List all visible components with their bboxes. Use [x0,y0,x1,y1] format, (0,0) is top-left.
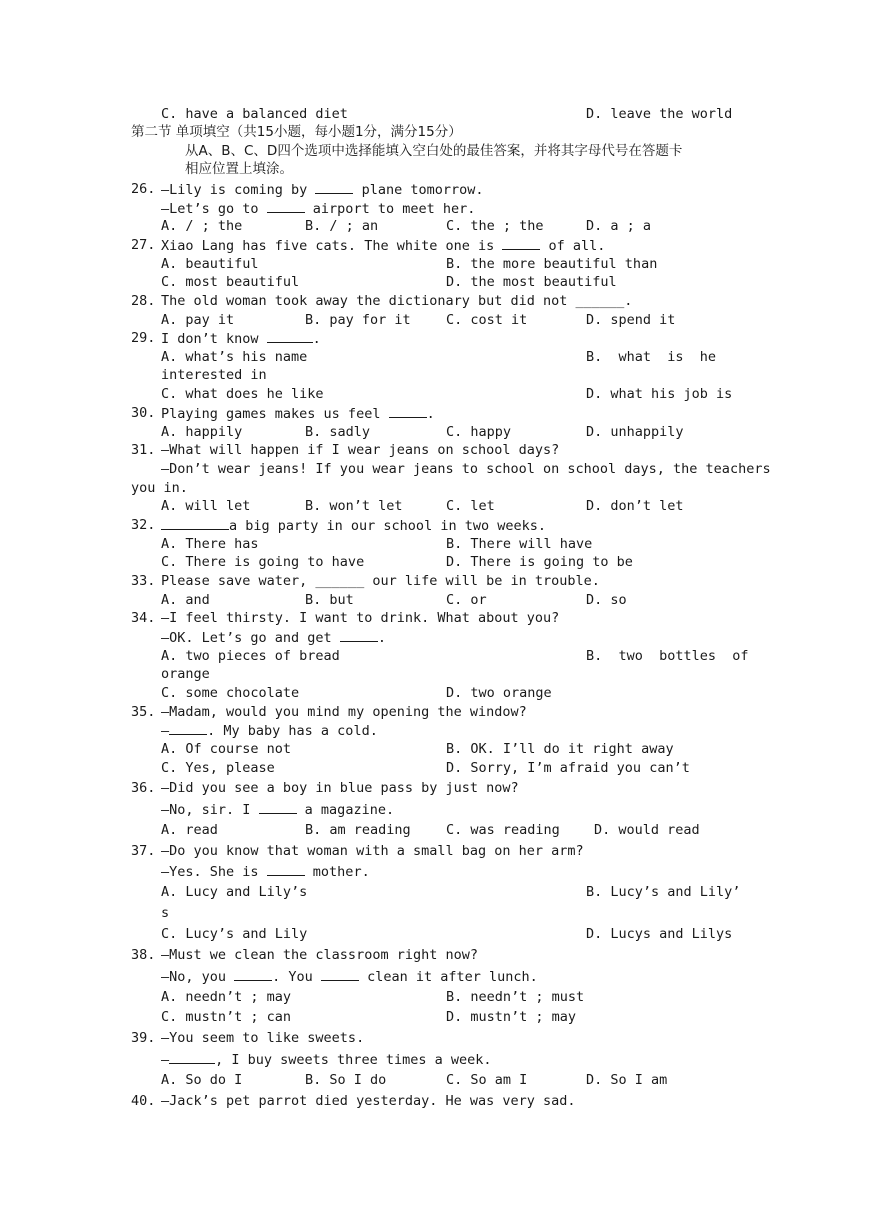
answer-blank [169,1051,215,1064]
question-stem: —Lily is coming by plane tomorrow. [161,182,484,198]
answer-blank [234,968,272,981]
option-d: D. don’t let [586,498,684,514]
question-stem: —You seem to like sweets. [161,1030,365,1046]
question-number: 30. [131,405,156,421]
option-d: D. mustn’t ; may [446,1009,577,1025]
option-a: A. will let [161,498,251,514]
answer-blank [161,517,229,530]
option-c: C. Lucy’s and Lily [161,926,308,942]
option-a: A. Lucy and Lily’s [161,884,308,900]
option-b: B. needn’t ; must [446,989,585,1005]
question-stem: — . My baby has a cold. [161,723,378,739]
question-number: 33. [131,573,156,589]
option-a: A. read [161,822,218,838]
answer-blank [169,722,207,735]
option-c: C. cost it [446,312,528,328]
question-stem: Playing games makes us feel . [161,406,435,422]
option-b: B. There will have [446,536,593,552]
question-stem: —I feel thirsty. I want to drink. What about you? [161,610,560,626]
option-b-cont: orange [161,666,210,682]
question-stem: Xiao Lang has five cats. The white one is of all. [161,238,606,254]
option-d: D. Lucys and Lilys [586,926,733,942]
section-instruction: 从A、B、C、D四个选项中选择能填入空白处的最佳答案，并将其字母代号在答题卡 [185,143,683,159]
option-a: A. There has [161,536,259,552]
question-number: 27. [131,237,156,253]
question-stem: —OK. Let’s go and get . [161,630,386,646]
option-c: C. some chocolate [161,685,300,701]
option-d: D. two orange [446,685,552,701]
option-d-prev: D. leave the world [586,106,733,122]
question-stem: I don’t know . [161,331,321,347]
question-stem: —Jack’s pet parrot died yesterday. He was very sad. [161,1093,576,1109]
option-b-cont: interested in [161,367,267,383]
option-a: A. what’s his name [161,349,308,365]
option-b: B. but [305,592,354,608]
option-b: B. two bottles of [586,648,749,664]
option-d: D. There is going to be [446,554,633,570]
option-c-prev: C. have a balanced diet [161,106,348,122]
option-a: A. needn’t ; may [161,989,292,1005]
option-d: D. a ; a [586,218,652,234]
question-stem: —No, sir. I a magazine. [161,802,395,818]
option-d: D. what his job is [586,386,733,402]
answer-blank [321,968,359,981]
answer-blank [259,801,297,814]
option-d: D. Sorry, I’m afraid you can’t [446,760,690,776]
question-number: 36. [131,780,156,796]
question-stem: —Let’s go to airport to meet her. [161,201,476,217]
question-number: 38. [131,947,156,963]
option-b: B. OK. I’ll do it right away [446,741,674,757]
question-stem: —Yes. She is mother. [161,864,370,880]
question-stem: —Must we clean the classroom right now? [161,947,478,963]
option-c: C. There is going to have [161,554,365,570]
option-b: B. am reading [305,822,411,838]
answer-blank [502,237,540,250]
question-number: 28. [131,293,156,309]
answer-blank [267,330,313,343]
option-a: A. beautiful [161,256,259,272]
answer-blank [267,863,305,876]
question-number: 37. [131,843,156,859]
option-c: C. the ; the [446,218,544,234]
question-number: 32. [131,517,156,533]
question-stem: The old woman took away the dictionary but did not ______. [161,293,633,309]
option-c: C. mustn’t ; can [161,1009,292,1025]
option-d: D. unhappily [586,424,684,440]
question-stem: Please save water, ______ our life will be in trouble. [161,573,600,589]
question-number: 35. [131,704,156,720]
option-a: A. Of course not [161,741,292,757]
question-number: 34. [131,610,156,626]
option-c: C. happy [446,424,512,440]
question-stem: —Do you know that woman with a small bag on her arm? [161,843,584,859]
option-a: A. and [161,592,210,608]
option-a: A. happily [161,424,243,440]
option-c: C. what does he like [161,386,324,402]
option-c: C. let [446,498,495,514]
question-stem: —Did you see a boy in blue pass by just now? [161,780,519,796]
answer-blank [340,629,378,642]
option-c: C. So am I [446,1072,528,1088]
option-b: B. what is he [586,349,717,365]
option-a: A. pay it [161,312,235,328]
question-number: 39. [131,1030,156,1046]
question-stem: —Madam, would you mind my opening the window? [161,704,527,720]
option-a: A. two pieces of bread [161,648,340,664]
question-stem: a big party in our school in two weeks. [161,517,546,535]
question-stem: —Don’t wear jeans! If you wear jeans to school on school days, the teachers [161,461,771,477]
option-b: B. the more beautiful than [446,256,658,272]
answer-blank [267,200,305,213]
option-b-cont: s [161,905,170,921]
option-c: C. Yes, please [161,760,275,776]
option-d: D. would read [594,822,700,838]
option-c: C. most beautiful [161,274,300,290]
section-instruction-cont: 相应位置上填涂。 [185,161,293,177]
question-number: 40. [131,1093,156,1109]
option-c: C. or [446,592,487,608]
option-b: B. pay for it [305,312,411,328]
option-b: B. / ; an [305,218,379,234]
option-d: D. the most beautiful [446,274,617,290]
question-stem: —No, you . You clean it after lunch. [161,969,538,985]
option-d: D. So I am [586,1072,668,1088]
question-number: 26. [131,181,156,197]
option-b: B. So I do [305,1072,387,1088]
option-d: D. spend it [586,312,676,328]
option-a: A. / ; the [161,218,243,234]
answer-blank [315,181,353,194]
question-number: 31. [131,442,156,458]
answer-blank [389,405,427,418]
option-b: B. Lucy’s and Lily’ [586,884,741,900]
question-stem: —What will happen if I wear jeans on school days? [161,442,560,458]
option-a: A. So do I [161,1072,243,1088]
section-title: 第二节 单项填空（共15小题，每小题1分，满分15分） [131,124,462,140]
option-b: B. sadly [305,424,371,440]
option-b: B. won’t let [305,498,403,514]
question-stem: — , I buy sweets three times a week. [161,1052,492,1068]
question-number: 29. [131,330,156,346]
option-c: C. was reading [446,822,560,838]
option-d: D. so [586,592,627,608]
question-stem-cont: you in. [131,480,188,496]
